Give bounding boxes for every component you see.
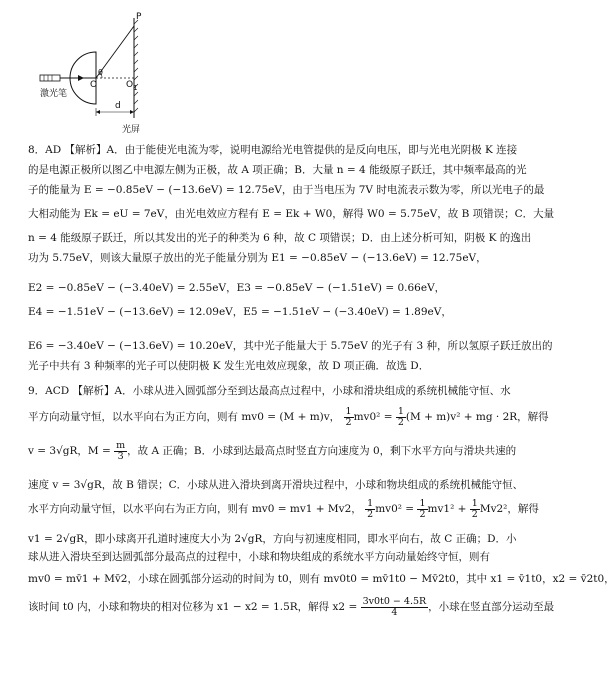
- q8-line-7: E2 = −0.85eV − (−3.40eV) = 2.55eV，E3 = −0.85eV − (−1.51eV) = 0.66eV，: [28, 282, 446, 294]
- q9-line-1: 9．ACD 【解析】A．小球从进入圆弧部分至到达最高点过程中，小球和滑块组成的系统机械能守恒、水: [28, 385, 511, 397]
- q8-line-6: 功为 5.75eV，则该大量原子放出的光子能量分别为 E1 = −0.85eV − (−13.6eV) = 12.75eV，: [28, 252, 487, 264]
- label-p: P: [136, 12, 142, 22]
- laser-pen-label: 激光笔: [40, 89, 68, 99]
- optics-figure: [38, 0, 188, 138]
- light-screen-label: 光屏: [122, 125, 141, 135]
- q8-line-3: 子的能量为 E = −0.85eV − (−13.6eV) = 12.75eV，由于当电压为 7V 时电流表示数为零，所以光电子的最: [28, 184, 545, 196]
- q9-line-9: 该时间 t0 内，小球和物块的相对位移为 x1 − x2 = 1.5R，解得 x2 = $\frac{3v0t0 - 4.5R}{4}$ ，小球在竖直部分运动至最: [28, 595, 555, 618]
- q8-line-1: 8．AD 【解析】A．由于能使光电流为零，说明电源给光电管提供的是反向电压，即与光电光阴极 K 连接: [28, 144, 518, 156]
- q8-line-4: 大相动能为 Ek = eU = 7eV，由光电效应方程有 E = Ek + W0，解得 W0 = 5.75eV，故 B 项错误；C．大量: [28, 208, 555, 220]
- q9-line-7: 球从进入滑块至到达圆弧部分最高点的过程中，小球和物块组成的系统水平方向动量始终守恒，则有: [28, 551, 490, 563]
- label-o: O: [90, 80, 98, 90]
- q9-line-6: v1 = 2√gR，即小球离开孔道时速度大小为 2√gR，方向与初速度相同，即水平向右，故 C 正确；D．小: [28, 533, 517, 545]
- q8-line-2: 的是电源正极所以图乙中电源左侧为正极，故 A 项正确；B．大量 n = 4 能级原子跃迁，其中频率最高的光: [28, 164, 527, 176]
- optics-diagram: [38, 0, 188, 138]
- q9-line-3: v = 3√gR，M = $\frac{m}{3}$ ，故 A 正确；B．小球到达最高点时竖直方向速度为 0，剩下水平方向与滑块共速的: [28, 439, 517, 462]
- q8-line-5: n = 4 能级原子跃迁，所以其发出的光子的种类为 6 种，故 C 项错误；D．由上述分析可知，阴极 K 的逸出: [28, 232, 532, 244]
- q8-line-8: E4 = −1.51eV − (−13.6eV) = 12.09eV，E5 = −1.51eV − (−3.40eV) = 1.89eV，: [28, 306, 452, 318]
- label-d: d: [115, 101, 121, 111]
- question-8: [28, 143, 555, 343]
- label-o1: $O_1$: [126, 80, 138, 92]
- q8-line-9: E6 = −3.40eV − (−13.6eV) = 10.20eV，其中光子能量大于 5.75eV 的光子有 3 种，所以氢原子跃迁放出的: [28, 340, 553, 352]
- q9-line-5: 水平方向动量守恒，以水平向右为正方向，则有 mv0 = mv1 + Mv2， $\frac{1}{2}$ mv0² = $\frac{1}{2}$ mv1² + $\frac{1}{2}$ Mv2²，解得: [28, 497, 539, 520]
- label-theta: θ: [98, 68, 103, 77]
- q9-line-8: mv0 = mv̄1 + Mv̄2，小球在圆弧部分运动的时间为 t0，则有 mv0t0 = mv̄1t0 − Mv̄2t0，其中 x1 = v̄1t0，x2 = v̄2t0，: [28, 573, 615, 585]
- q9-line-4: 速度 v = 3√gR，故 B 错误；C．小球从进入滑块到离开滑块过程中，小球和物块组成的系统机械能守恒、: [28, 479, 524, 491]
- q9-line-2: 平方向动量守恒，以水平向右为正方向，则有 mv0 = (M + m)v， $\frac{1}{2}$ mv0² = $\frac{1}{2}$ (M + m)v² + mg · 2R，解得: [28, 405, 549, 428]
- q8-line-10: 光子中共有 3 种频率的光子可以使阴极 K 发生光电效应现象，故 D 项正确．故选 D．: [28, 360, 430, 372]
